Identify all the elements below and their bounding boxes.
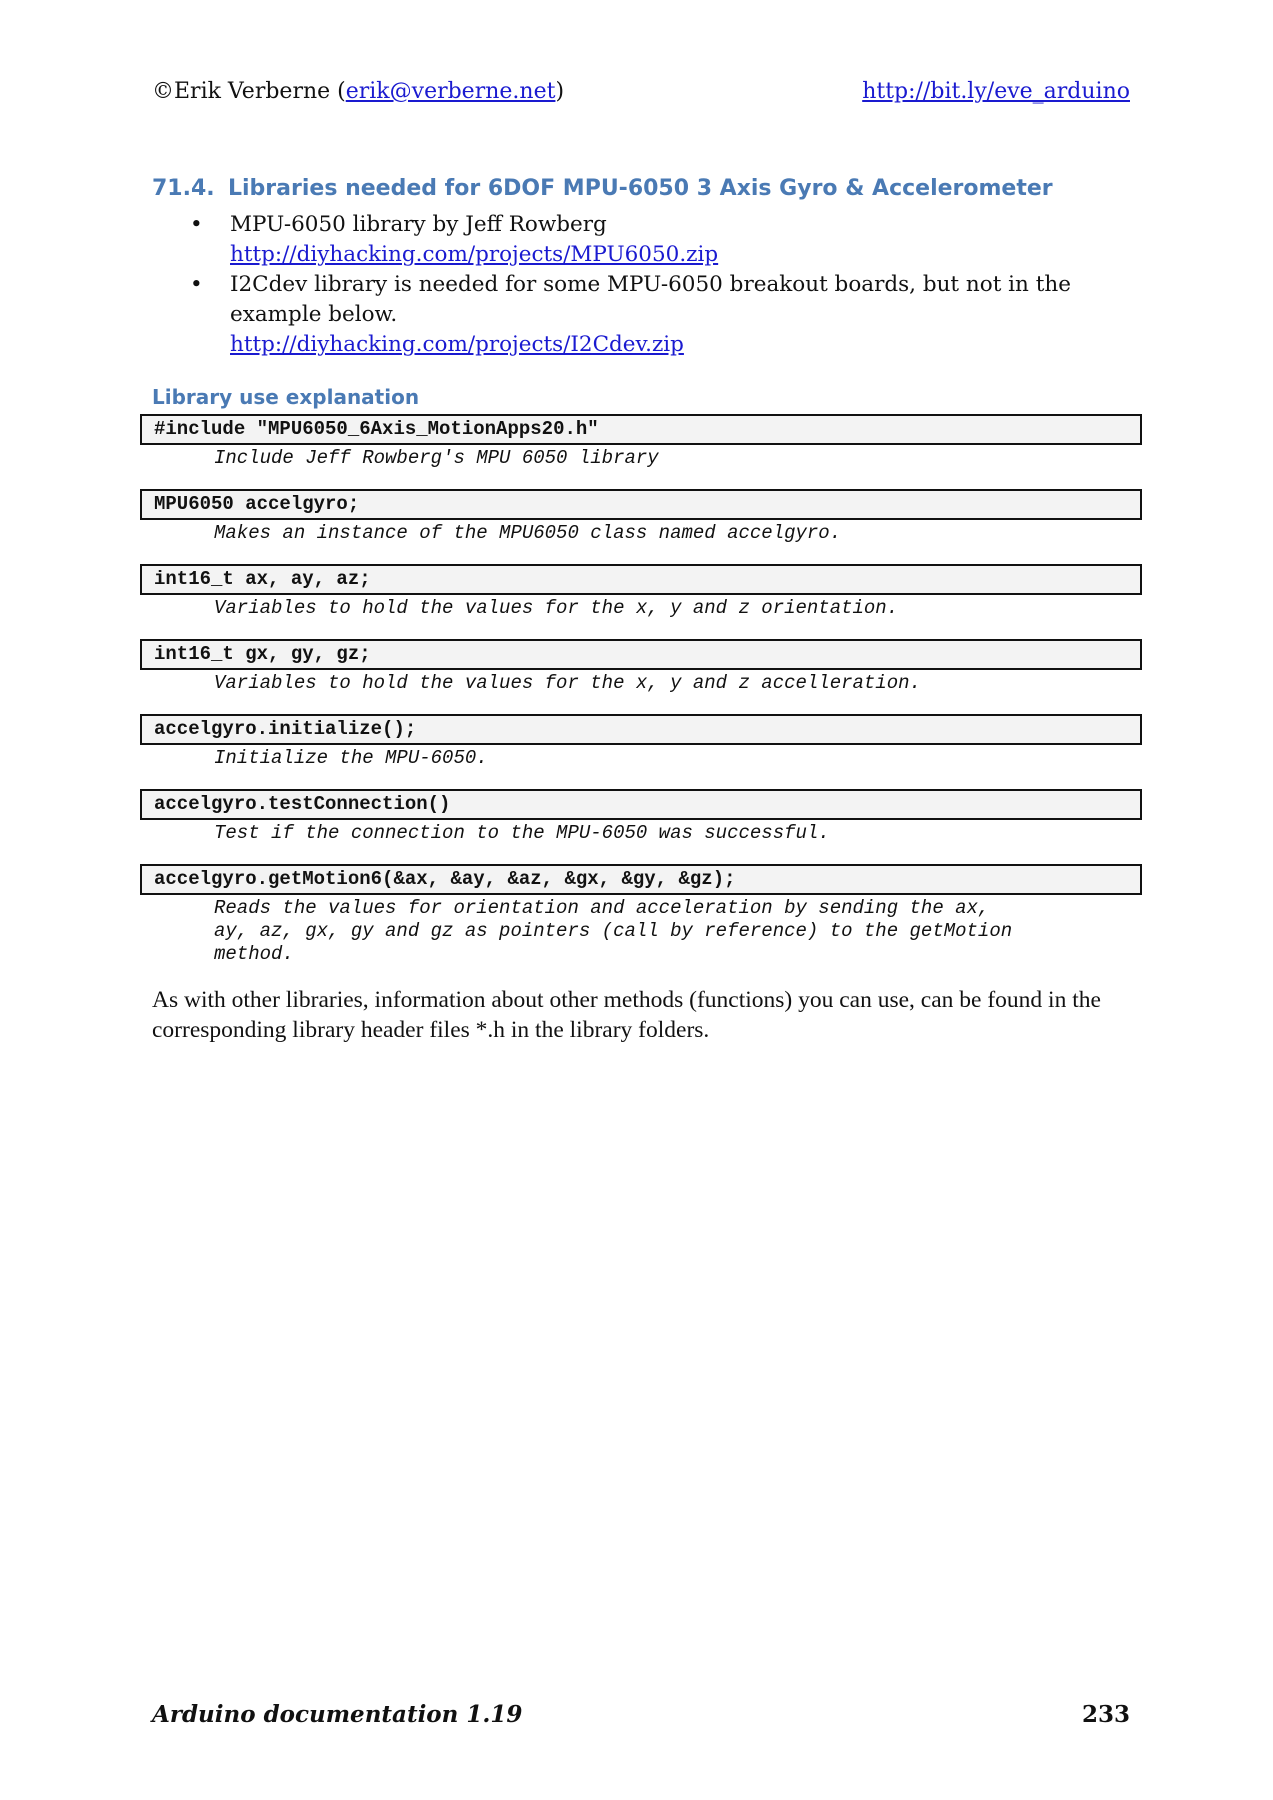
code-box: int16_t gx, gy, gz; xyxy=(140,639,1142,670)
closing-paragraph: As with other libraries, information about other methods (functions) you can use, can be found in the corresponding library header files *.h in the library folders. xyxy=(152,987,1101,1043)
code-item xyxy=(140,864,1142,965)
library-use-heading: Library use explanation xyxy=(152,385,420,409)
author-email-link[interactable]: erik@verberne.net xyxy=(345,79,556,104)
code-description: Reads the values for orientation and acceleration by sending the ax, ay, az, gx, gy and gz as pointers (call by reference) to the getMotion method. xyxy=(214,897,1013,965)
code-description: Include Jeff Rowberg's MPU 6050 library xyxy=(214,447,659,469)
bullet-item xyxy=(152,270,1132,360)
page-footer xyxy=(152,1700,1130,1730)
section-title xyxy=(152,176,1053,201)
code-description: Initialize the MPU-6050. xyxy=(214,747,488,769)
code-description: Variables to hold the values for the x, y and z orientation. xyxy=(214,597,899,619)
mpu6050-download-link[interactable]: http://diyhacking.com/projects/MPU6050.zip xyxy=(230,242,719,267)
code-box: accelgyro.initialize(); xyxy=(140,714,1142,745)
section-title-text: Libraries needed for 6DOF MPU-6050 3 Axis Gyro & Accelerometer xyxy=(228,176,1053,201)
bullet-text: I2Cdev library is needed for some MPU-6050 breakout boards, but not in the example below. xyxy=(230,272,1071,327)
code-item xyxy=(140,789,1142,864)
code-item xyxy=(140,714,1142,789)
code-item xyxy=(140,639,1142,714)
code-box: accelgyro.getMotion6(&ax, &ay, &az, &gx, &gy, &gz); xyxy=(140,864,1142,895)
library-use-list xyxy=(140,414,1142,965)
author-prefix: ©Erik Verberne ( xyxy=(152,79,346,104)
document-title: Arduino documentation 1.19 xyxy=(152,1701,523,1728)
code-item xyxy=(140,414,1142,489)
bullet-icon: • xyxy=(190,272,203,297)
bullet-text: MPU-6050 library by Jeff Rowberg xyxy=(230,212,607,237)
bullet-item xyxy=(152,210,1132,270)
code-description: Test if the connection to the MPU-6050 was successful. xyxy=(214,822,830,844)
code-box: MPU6050 accelgyro; xyxy=(140,489,1142,520)
header-url-link[interactable]: http://bit.ly/eve_arduino xyxy=(862,79,1130,104)
author-suffix: ) xyxy=(555,79,565,104)
page-number: 233 xyxy=(1081,1701,1130,1728)
code-box: #include "MPU6050_6Axis_MotionApps20.h" xyxy=(140,414,1142,445)
code-item xyxy=(140,564,1142,639)
author-line xyxy=(152,78,564,106)
code-item xyxy=(140,489,1142,564)
code-description: Makes an instance of the MPU6050 class named accelgyro. xyxy=(214,522,842,544)
code-description: Variables to hold the values for the x, y and z accelleration. xyxy=(214,672,921,694)
code-box: int16_t ax, ay, az; xyxy=(140,564,1142,595)
section-number: 71.4. xyxy=(152,176,215,201)
library-bullet-list xyxy=(152,210,1132,360)
bullet-icon: • xyxy=(190,212,203,237)
i2cdev-download-link[interactable]: http://diyhacking.com/projects/I2Cdev.zip xyxy=(230,332,684,357)
code-box: accelgyro.testConnection() xyxy=(140,789,1142,820)
